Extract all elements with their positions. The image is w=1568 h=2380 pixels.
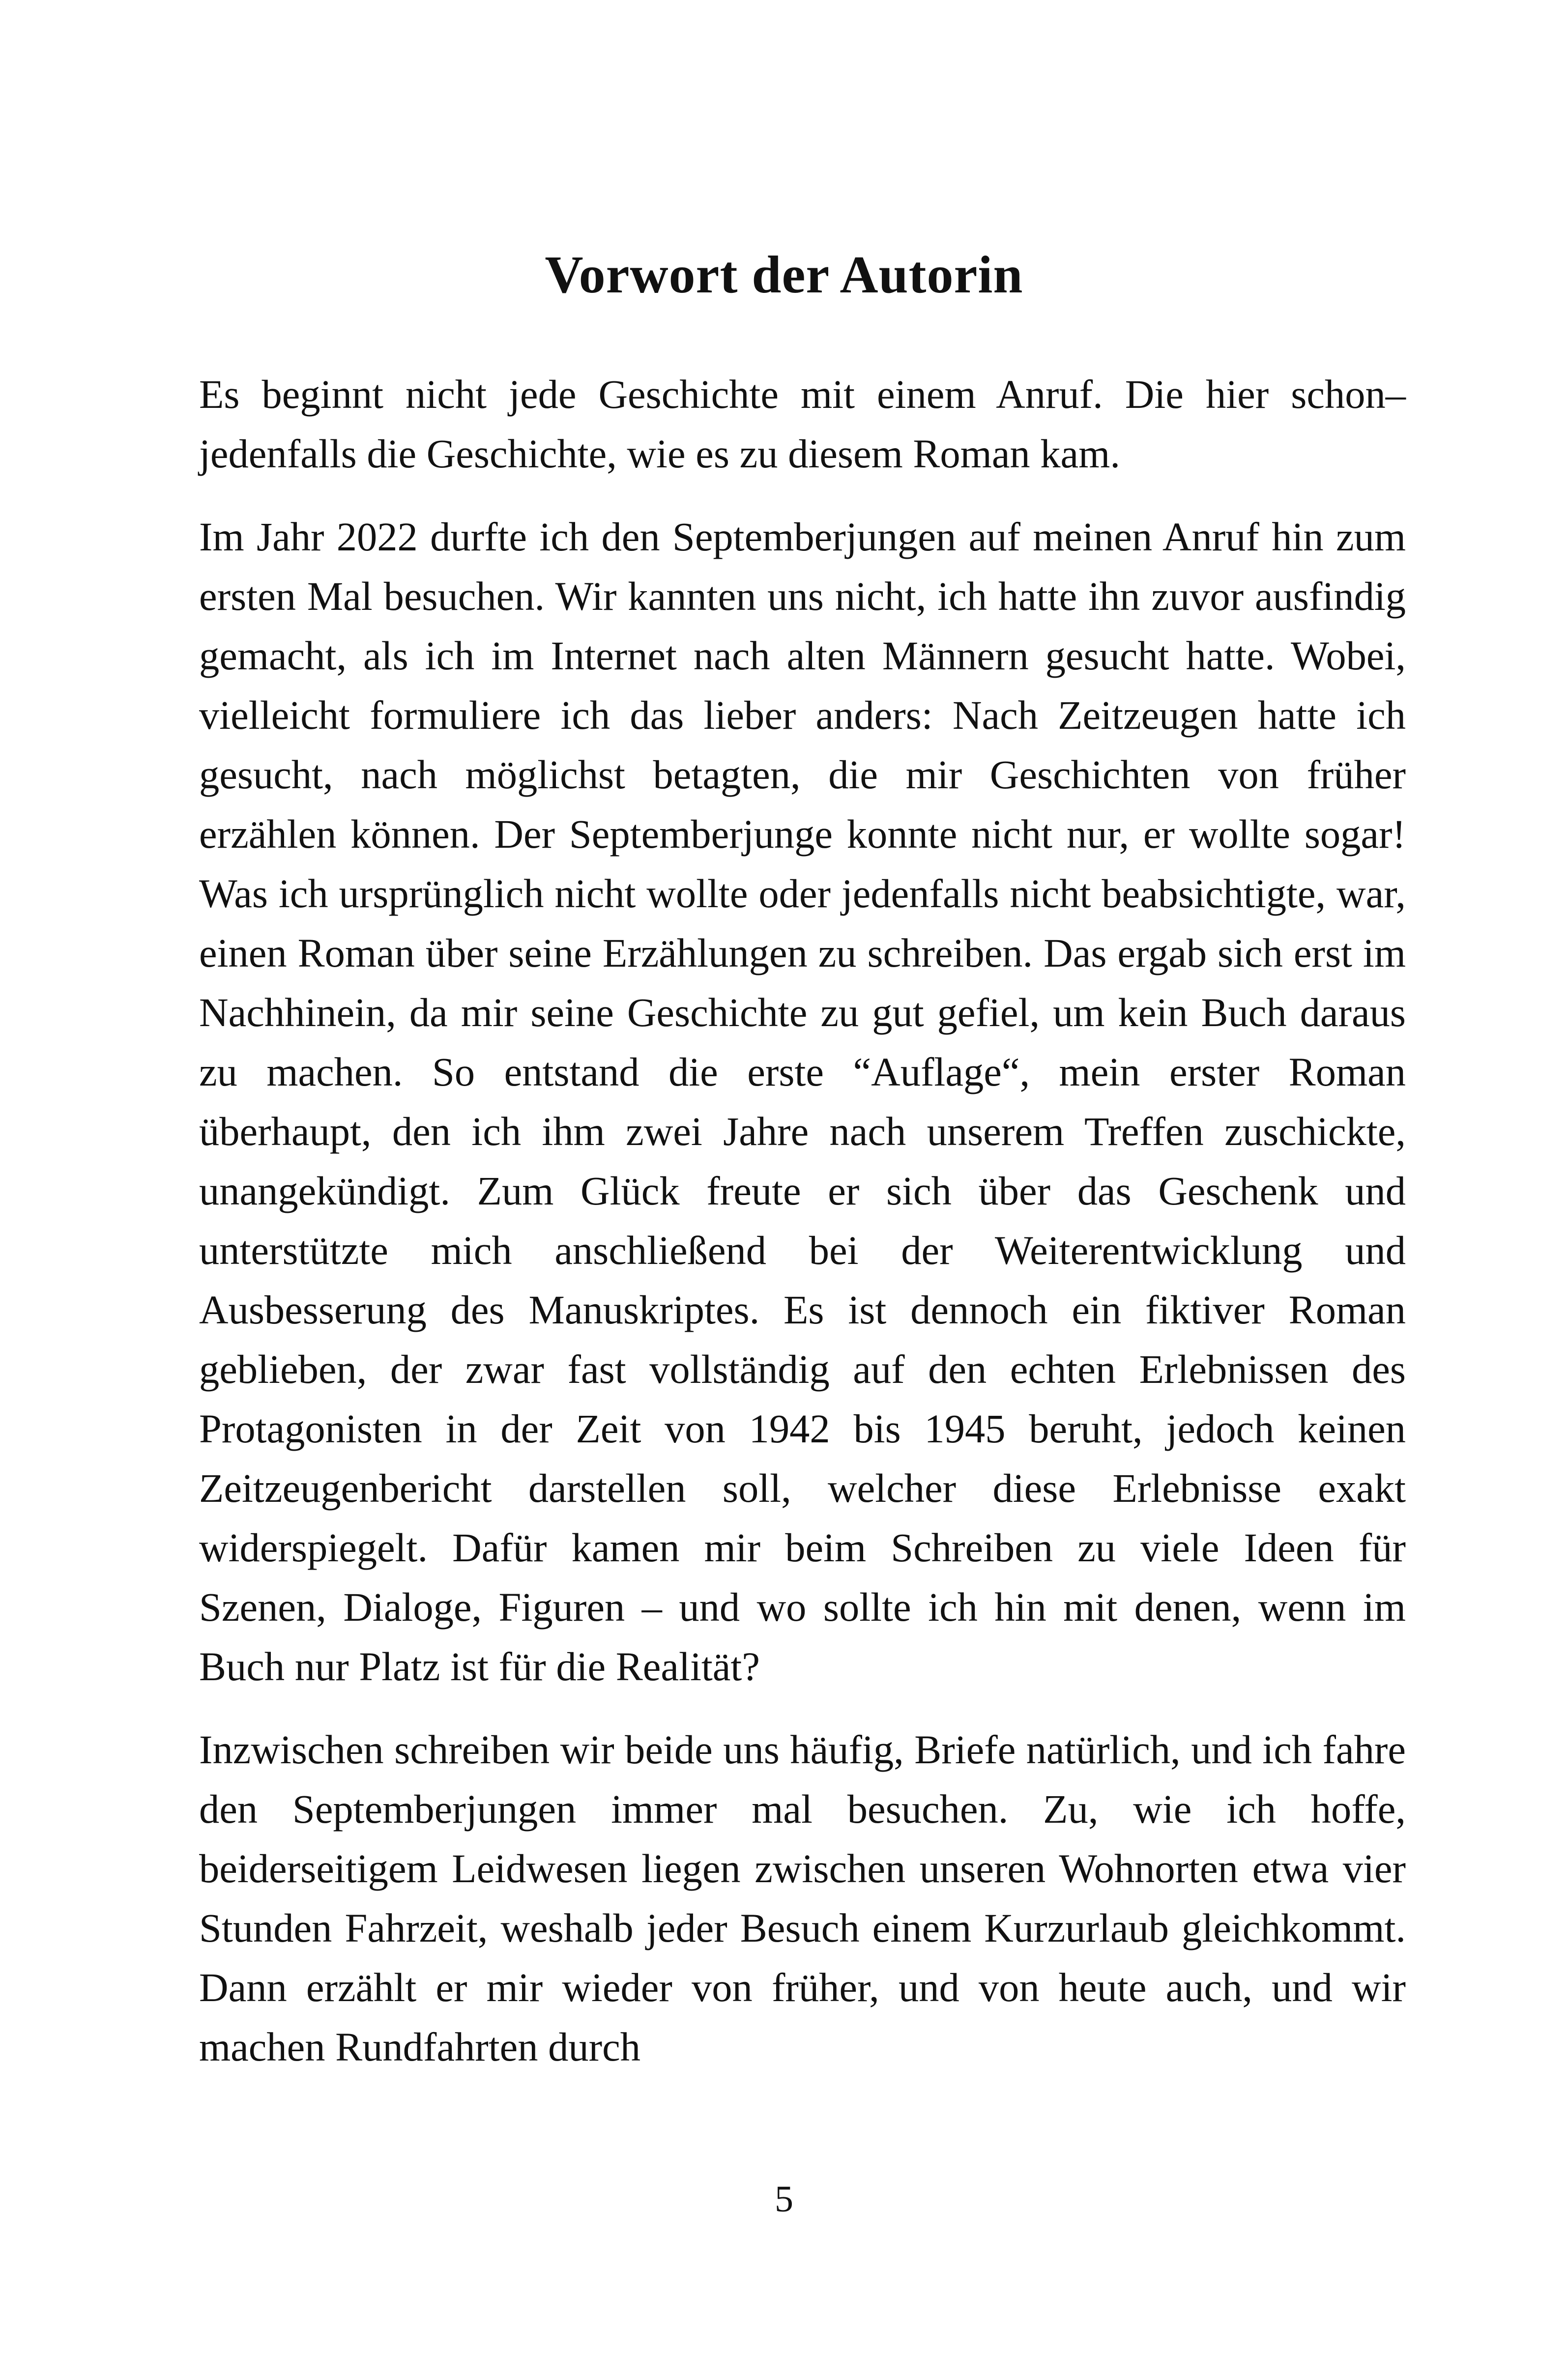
paragraph-first-visit: Im Jahr 2022 durfte ich den Septemberjungen auf meinen Anruf hin zum ersten Mal besuchen. Wir kannten uns nicht, ich hatte ihn zuvor ausfindig gemacht, als ich im Internet nach alten Männern gesucht hatte. Wobei, vielleicht formuliere ich das lieber anders: Nach Zeitzeugen hatte ich gesucht, nach möglichst betagten, die mir Geschichten von früher erzählen können. Der Septemberjunge konnte nicht nur, er wollte sogar! Was ich ursprünglich nicht wollte oder jedenfalls nicht beabsichtigte, war, einen Roman über seine Erzählungen zu schreiben. Das ergab sich erst im Nachhinein, da mir seine Geschichte zu gut gefiel, um kein Buch daraus zu machen. So entstand die erste “Auflage“, mein erster Roman überhaupt, den ich ihm zwei Jahre nach unserem Treffen zuschickte, unangekündigt. Zum Glück freute er sich über das Geschenk und unterstützte mich anschließend bei der Weiterentwicklung und Ausbesserung des Manuskriptes. Es ist dennoch ein fiktiver Roman geblieben, der zwar fast vollständig auf den echten Erlebnissen des Protagonisten in der Zeit von 1942 bis 1945 beruht, jedoch keinen Zeitzeugenbericht darstellen soll, welcher diese Erlebnisse exakt widerspiegelt. Dafür kamen mir beim Schreiben zu viele Ideen für Szenen, Dialoge, Figuren – und wo sollte ich hin mit denen, wenn im Buch nur Platz ist für die Realität? bbox=[199, 514, 1406, 1689]
chapter-title: Vorwort der Autorin bbox=[545, 246, 1023, 304]
page-number: 5 bbox=[775, 2179, 793, 2220]
paragraph-continued-contact: Inzwischen schreiben wir beide uns häufig, Briefe natürlich, und ich fahre den Septemberjungen immer mal besuchen. Zu, wie ich hoffe, beiderseitigem Leidwesen liegen zwischen unseren Wohnorten etwa vier Stunden Fahrzeit, weshalb jeder Besuch einem Kurzurlaub gleichkommt. Dann erzählt er mir wieder von früher, und von heute auch, und wir machen Rundfahrten durch bbox=[199, 1727, 1406, 2069]
paragraph-intro: Es beginnt nicht jede Geschichte mit einem Anruf. Die hier schon– jedenfalls die Geschichte, wie es zu diesem Roman kam. bbox=[199, 372, 1406, 476]
chapter-body bbox=[199, 365, 1406, 2077]
